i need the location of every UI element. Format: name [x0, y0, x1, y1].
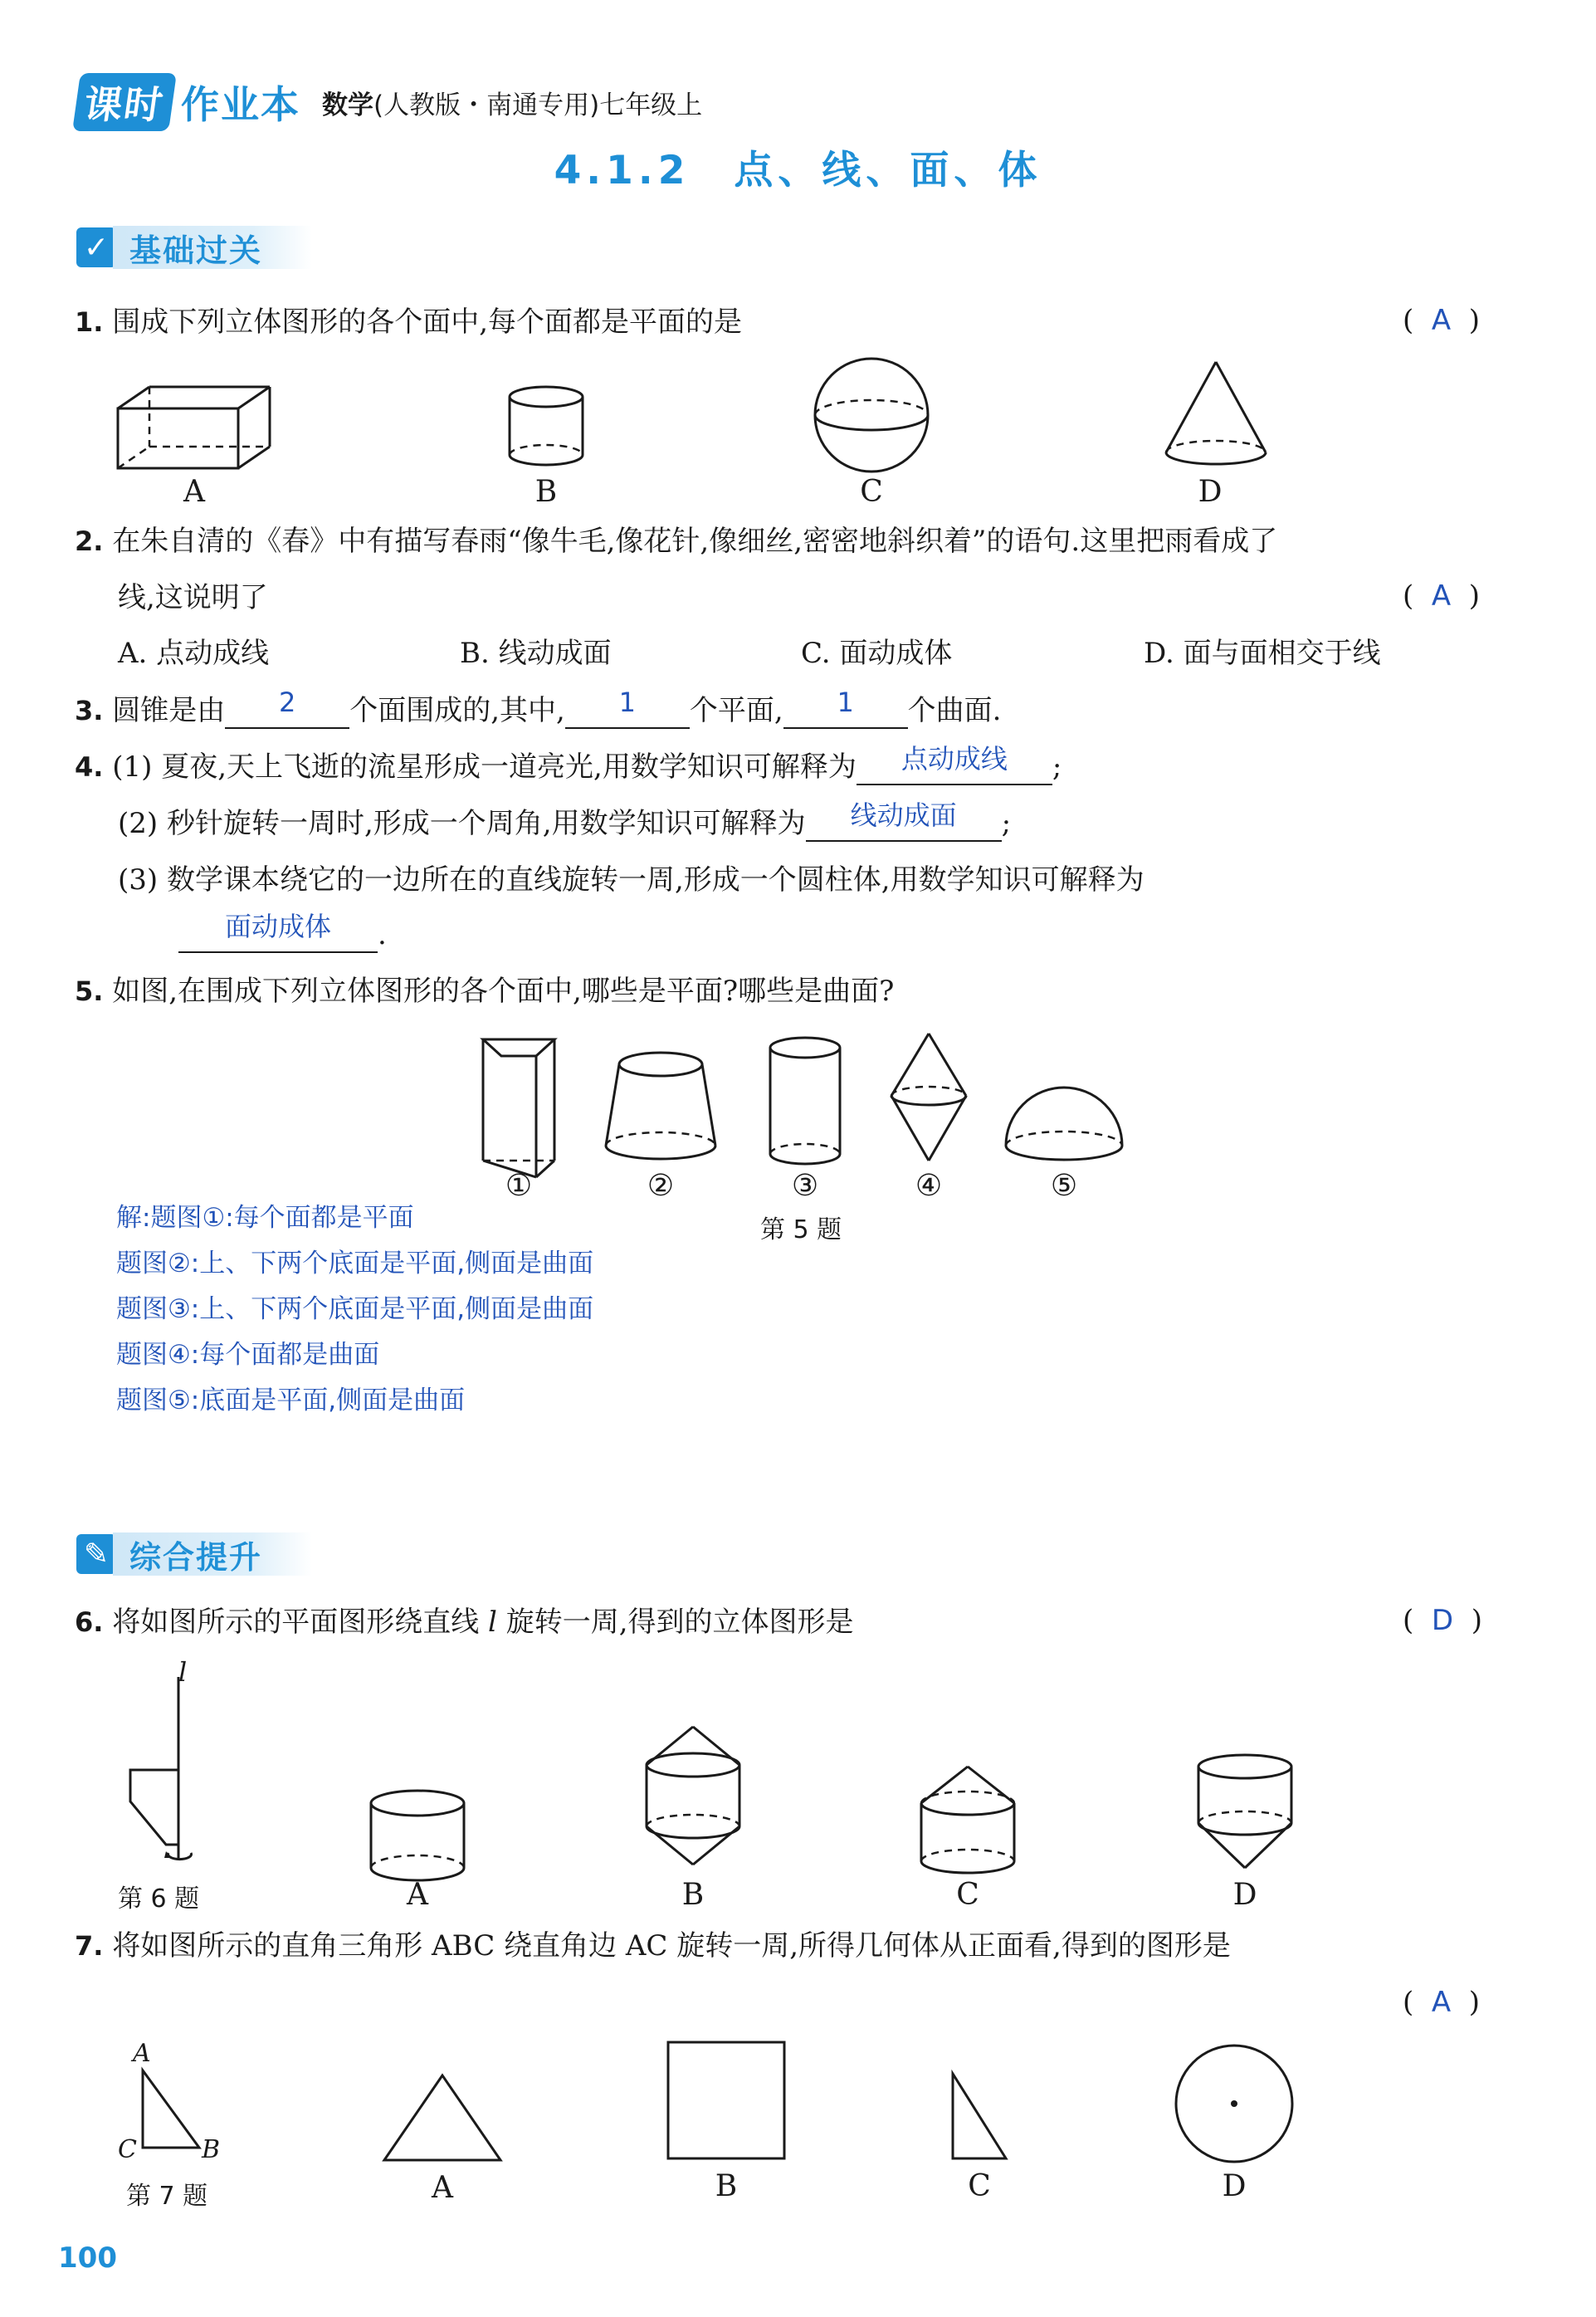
q6-caption: 第 6 题: [118, 1884, 200, 1914]
question-7: 7. 将如图所示的直角三角形 ABC 绕直角边 AC 旋转一周,所得几何体从正面看,得到的图形是: [75, 1929, 1231, 1963]
q3-blank-2: 1: [565, 694, 690, 729]
q2-option-a: A. 点动成线: [118, 637, 270, 670]
section-basic-label: 基础过关: [113, 226, 312, 269]
q5-solution: [116, 1195, 593, 1424]
q7-label-c: C: [968, 2169, 991, 2203]
q5-hemisphere-figure: [1006, 1088, 1122, 1160]
q2-answer: ( A ): [1403, 579, 1481, 613]
q3-blank-3: 1: [783, 694, 908, 729]
q7-vertex-a: A: [133, 2039, 151, 2068]
q5-cylinder-figure: [770, 1038, 840, 1164]
q5-solution-line: 题图④:每个面都是曲面: [116, 1340, 380, 1370]
q6-axis-label: l: [178, 1656, 188, 1688]
q2-option-d: D. 面与面相交于线: [1144, 637, 1381, 670]
q6-label-c: C: [956, 1878, 979, 1912]
q1-label-c: C: [860, 475, 883, 509]
question-5: 5. 如图,在围成下列立体图形的各个面中,哪些是平面?哪些是曲面?: [75, 975, 895, 1008]
q7-triangle-figure: [143, 2070, 199, 2148]
q1-cylinder-figure: [510, 387, 583, 465]
q6-label-d: D: [1232, 1878, 1257, 1912]
brand-title: 作业本: [181, 82, 300, 127]
question-3: 3. 圆锥是由 2 个面围成的,其中, 1 个平面, 1 个曲面.: [75, 687, 1002, 727]
q1-sphere-figure: [815, 359, 928, 472]
q1-cone-figure: [1166, 362, 1266, 464]
q7-option-b-square: [668, 2042, 784, 2158]
check-icon: ✓: [76, 227, 116, 267]
q7-answer: ( A ): [1403, 1986, 1481, 2019]
q5-label-3: ③: [791, 1169, 819, 1203]
q5-label-5: ⑤: [1050, 1169, 1078, 1203]
q7-vertex-b: B: [202, 2135, 221, 2164]
q5-solution-line: 解:题图①:每个面都是平面: [116, 1203, 414, 1233]
q5-solution-line: 题图⑤:底面是平面,侧面是曲面: [116, 1386, 466, 1415]
q7-option-c-right-triangle: [953, 2074, 1006, 2158]
q7-caption: 第 7 题: [126, 2182, 208, 2211]
q6-plane-figure: [130, 1677, 192, 1860]
q1-label-a: A: [183, 475, 205, 509]
subject-line: 数学(人教版・南通专用)七年级上: [322, 90, 703, 120]
q5-label-2: ②: [647, 1169, 675, 1203]
q6-option-c-figure: [921, 1767, 1014, 1873]
q6-option-a-cylinder: [371, 1791, 464, 1880]
q5-solution-line: 题图②:上、下两个底面是平面,侧面是曲面: [116, 1249, 594, 1278]
q6-answer: ( D ): [1403, 1604, 1482, 1637]
lesson-title: 4.1.2 点、线、面、体: [554, 148, 1042, 193]
q5-frustum-figure: [606, 1053, 715, 1159]
q7-vertex-c: C: [118, 2135, 137, 2164]
q4-blank-2: 线动成面: [806, 807, 1002, 842]
q3-blank-1: 2: [225, 694, 349, 729]
question-6: 6. 将如图所示的平面图形绕直线 l 旋转一周,得到的立体图形是: [75, 1606, 854, 1639]
pencil-icon: ✎: [76, 1534, 116, 1574]
q7-option-a-triangle: [384, 2075, 500, 2160]
page-number: 100: [58, 2241, 117, 2275]
question-4-part-1: 4. (1) 夏夜,天上飞逝的流星形成一道亮光,用数学知识可解释为 点动成线 ;: [75, 743, 1062, 784]
q7-label-b: B: [715, 2169, 738, 2203]
q2-option-b: B. 线动成面: [460, 637, 612, 670]
question-2: 2. 在朱自清的《春》中有描写春雨“像牛毛,像花针,像细丝,密密地斜织着”的语句.这里把雨看成了: [75, 525, 1278, 558]
question-1: 1. 围成下列立体图形的各个面中,每个面都是平面的是: [75, 306, 743, 339]
q7-label-a: A: [432, 2171, 453, 2205]
q1-label-b: B: [534, 475, 558, 509]
q1-cuboid-figure: [118, 387, 270, 468]
q4-blank-3: 面动成体: [178, 918, 378, 953]
q5-double-cone-figure: [891, 1034, 966, 1161]
q7-circle-center-dot: [1231, 2100, 1237, 2107]
question-4-part-3-answer: 面动成体 .: [178, 917, 387, 953]
q2-option-c: C. 面动成体: [801, 637, 953, 670]
q6-label-a: A: [407, 1878, 428, 1912]
q6-option-b-figure: [647, 1727, 739, 1865]
question-4-part-2: (2) 秒针旋转一周时,形成一个周角,用数学知识可解释为 线动成面 ;: [118, 799, 1012, 840]
q5-triangular-prism-figure: [483, 1039, 554, 1177]
q5-solution-line: 题图③:上、下两个底面是平面,侧面是曲面: [116, 1294, 594, 1324]
q5-caption: 第 5 题: [760, 1215, 842, 1244]
question-4-part-3: (3) 数学课本绕它的一边所在的直线旋转一周,形成一个圆柱体,用数学知识可解释为: [118, 863, 1145, 897]
q6-label-b: B: [681, 1878, 705, 1912]
question-2-line-2: 线,这说明了: [118, 581, 268, 614]
q5-label-1: ①: [505, 1169, 533, 1203]
q1-answer: ( A ): [1403, 304, 1481, 337]
q5-label-4: ④: [915, 1169, 943, 1203]
q7-label-d: D: [1222, 2169, 1247, 2203]
q1-label-d: D: [1198, 475, 1223, 509]
q4-blank-1: 点动成线: [857, 750, 1052, 785]
q6-option-d-figure: [1198, 1755, 1291, 1868]
section-advanced-header: [76, 1532, 312, 1576]
brand-logo-box: 课时: [72, 73, 177, 131]
section-advanced-label: 综合提升: [113, 1532, 312, 1576]
